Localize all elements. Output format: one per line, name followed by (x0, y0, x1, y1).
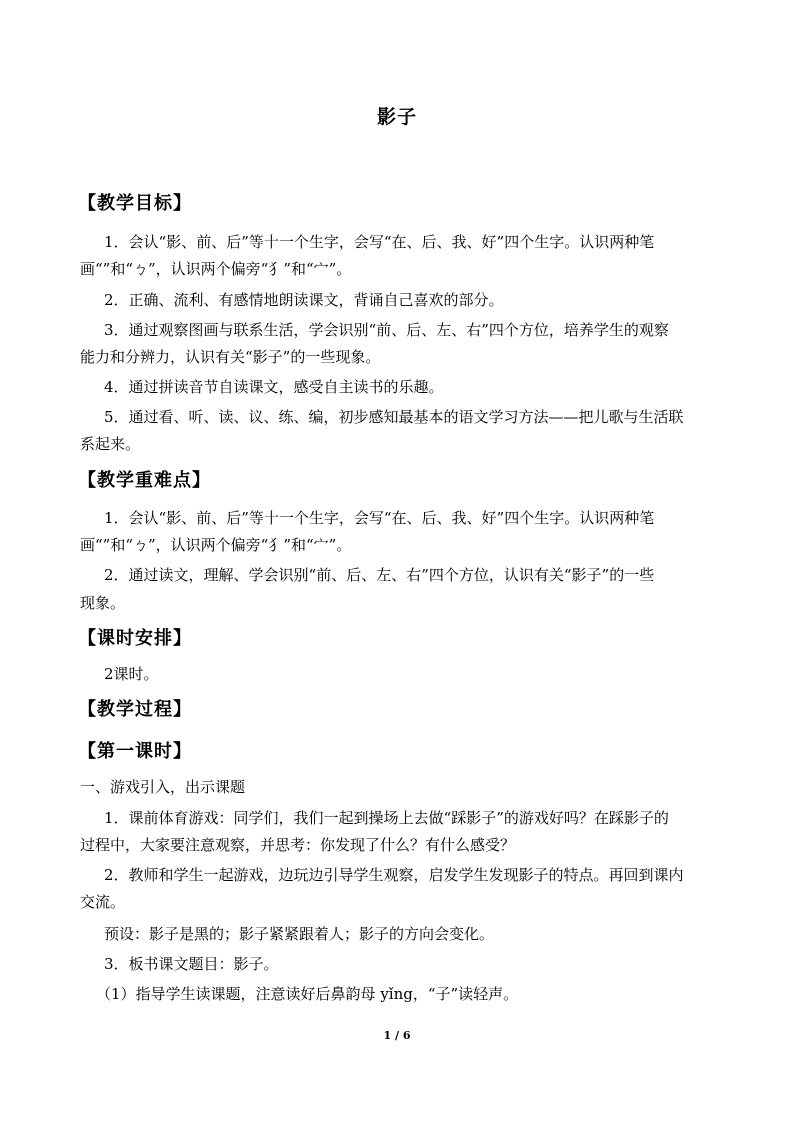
paragraph-line: 1．会认“影、前、后”等十一个生字，会写“在、后、我、好”四个生字。认识两种笔 (104, 509, 655, 527)
section-heading-schedule: 【课时安排】 (78, 628, 192, 649)
paragraph-line: 5．通过看、听、读、议、练、编，初步感知最基本的语文学习方法——把儿歌与生活联 (104, 408, 684, 426)
section-heading-key-points: 【教学重难点】 (78, 470, 211, 491)
paragraph-line: 2课时。 (104, 665, 159, 683)
paragraph-line: 系起来。 (80, 435, 141, 453)
page-number: 1 / 6 (383, 1029, 411, 1042)
paragraph-line: 2．通过读文，理解、学会识别“前、后、左、右”四个方位，认识有关“影子”的一些 (104, 566, 655, 584)
paragraph-line: 交流。 (80, 893, 126, 911)
paragraph-line: 一、游戏引入，出示课题 (80, 778, 246, 796)
document-title: 影子 (376, 106, 417, 128)
paragraph-line: 4．通过拼读音节自读课文，感受自主读书的乐趣。 (104, 378, 444, 396)
paragraph-line: 1．课前体育游戏：同学们，我们一起到操场上去做“踩影子”的游戏好吗？在踩影子的 (104, 809, 669, 827)
paragraph-line: 1．会认“影、前、后”等十一个生字，会写“在、后、我、好”四个生字。认识两种笔 (104, 233, 655, 251)
paragraph-line: 画“”和“ㄅ”，认识两个偏旁“犭”和“宀”。 (80, 260, 352, 278)
paragraph-line: 过程中，大家要注意观察，并思考：你发现了什么？有什么感受？ (80, 836, 516, 854)
paragraph-line: 2．正确、流利、有感情地朗读课文，背诵自己喜欢的部分。 (104, 291, 504, 309)
paragraph-line: 2．教师和学生一起游戏，边玩边引导学生观察，启发学生发现影子的特点。再回到课内 (104, 866, 684, 884)
paragraph-line: 能力和分辨力，认识有关“影子”的一些现象。 (80, 348, 381, 366)
section-heading-lesson1: 【第一课时】 (78, 741, 192, 762)
paragraph-line: 3．通过观察图画与联系生活，学会识别“前、后、左、右”四个方位，培养学生的观察 (104, 321, 669, 339)
section-heading-process: 【教学过程】 (78, 699, 192, 720)
section-heading-goals: 【教学目标】 (78, 193, 192, 214)
paragraph-line: 现象。 (80, 594, 126, 612)
paragraph-line: 预设：影子是黑的；影子紧紧跟着人；影子的方向会变化。 (104, 925, 495, 943)
paragraph-line: 3．板书课文题目：影子。 (104, 955, 279, 973)
paragraph-line: （1）指导学生读课题，注意读好后鼻韵母 yǐng，“子”读轻声。 (96, 985, 519, 1003)
paragraph-line: 画“”和“ㄅ”，认识两个偏旁“犭”和“宀”。 (80, 536, 352, 554)
